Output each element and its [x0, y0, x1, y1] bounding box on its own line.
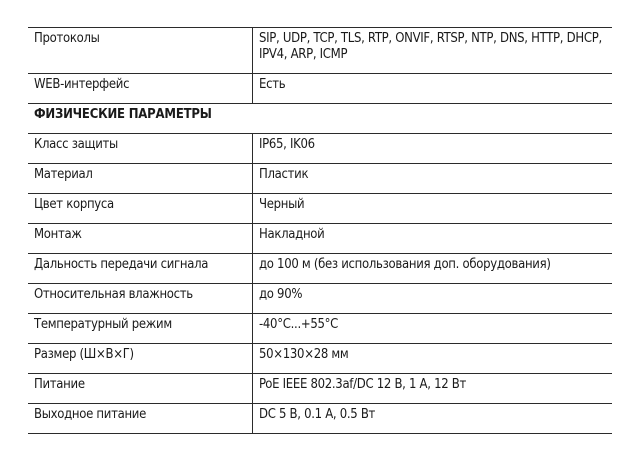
spec-row-web-interface [28, 74, 612, 104]
spec-label: Цвет корпуса [28, 194, 253, 224]
spec-value: до 90% [253, 284, 613, 314]
spec-value: SIP, UDP, TCP, TLS, RTP, ONVIF, RTSP, NTP, DNS, HTTP, DHCP, IPV4, ARP, ICMP [253, 28, 613, 74]
spec-row-body-color [28, 194, 612, 224]
section-header-physical [28, 104, 612, 134]
section-title: ФИЗИЧЕСКИЕ ПАРАМЕТРЫ [28, 104, 612, 134]
spec-row-output-power [28, 404, 612, 434]
spec-row-power [28, 374, 612, 404]
spec-row-signal-range [28, 254, 612, 284]
spec-value: Есть [253, 74, 613, 104]
specifications-table [28, 27, 612, 434]
spec-label: Класс защиты [28, 134, 253, 164]
spec-label: Температурный режим [28, 314, 253, 344]
spec-value: -40°C...+55°C [253, 314, 613, 344]
spec-label: Питание [28, 374, 253, 404]
spec-value: IP65, IK06 [253, 134, 613, 164]
spec-row-size [28, 344, 612, 374]
spec-label: Выходное питание [28, 404, 253, 434]
spec-label: Дальность передачи сигнала [28, 254, 253, 284]
spec-row-protocols [28, 28, 612, 74]
spec-row-temperature [28, 314, 612, 344]
spec-label: Протоколы [28, 28, 253, 74]
spec-label: WEB-интерфейс [28, 74, 253, 104]
spec-row-humidity [28, 284, 612, 314]
spec-value: PoE IEEE 802.3af/DC 12 В, 1 А, 12 Вт [253, 374, 613, 404]
spec-value: Черный [253, 194, 613, 224]
spec-row-protection-class [28, 134, 612, 164]
spec-value: до 100 м (без использования доп. оборудования) [253, 254, 613, 284]
spec-row-material [28, 164, 612, 194]
spec-value: Пластик [253, 164, 613, 194]
spec-label: Относительная влажность [28, 284, 253, 314]
spec-value: Накладной [253, 224, 613, 254]
spec-value: 50×130×28 мм [253, 344, 613, 374]
spec-label: Размер (Ш×В×Г) [28, 344, 253, 374]
spec-value: DC 5 В, 0.1 А, 0.5 Вт [253, 404, 613, 434]
spec-row-mounting [28, 224, 612, 254]
spec-label: Материал [28, 164, 253, 194]
spec-label: Монтаж [28, 224, 253, 254]
